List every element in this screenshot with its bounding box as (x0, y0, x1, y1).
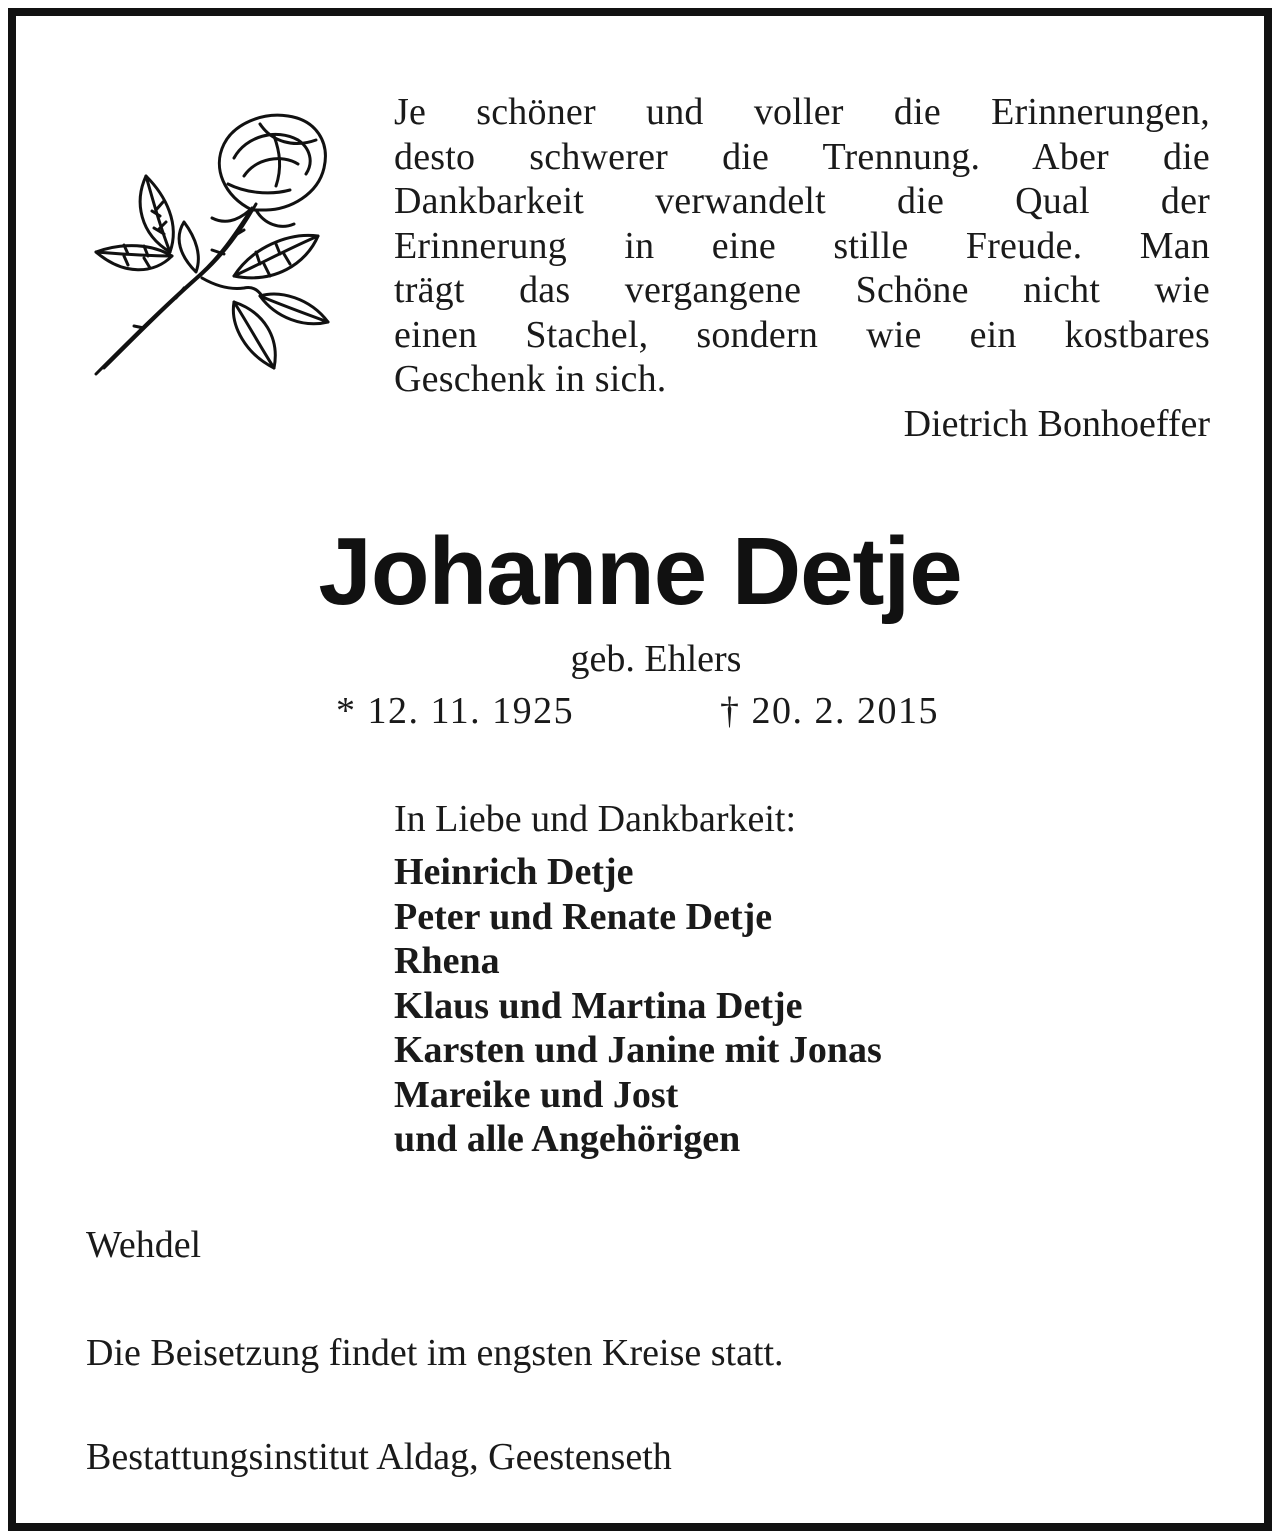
mourner-name: und alle Angehörigen (394, 1118, 741, 1160)
maiden-name: geb. Ehlers (570, 638, 742, 680)
quote-line: Geschenk in sich. (394, 358, 667, 400)
mourners-list (394, 850, 1234, 1162)
mourner-name: Peter und Renate Detje (394, 895, 773, 938)
quote-line: Je schöner und voller die Erinnerungen, (394, 91, 1210, 133)
mourner-name: Karsten und Janine mit Jonas (394, 1029, 882, 1071)
death-date: † 20. 2. 2015 (720, 690, 939, 732)
quote-line: Dankbarkeit verwandelt die Qual der (394, 180, 1210, 222)
obituary-notice (8, 8, 1272, 1531)
quote-line: Erinnerung in eine stille Freude. Man (394, 224, 1210, 267)
mourner-name: Heinrich Detje (394, 851, 634, 893)
deceased-name: Johanne Detje (318, 518, 962, 625)
funeral-note: Die Beisetzung findet im engsten Kreise statt. (86, 1332, 784, 1374)
quote-line: desto schwerer die Trennung. Aber die (394, 135, 1210, 178)
mourner-name: Klaus und Martina Detje (394, 984, 803, 1027)
quote-line: einen Stachel, sondern wie ein kostbares (394, 313, 1210, 356)
quote-author: Dietrich Bonhoeffer (903, 403, 1210, 445)
mourner-name: Rhena (394, 940, 500, 982)
undertaker-name: Bestattungsinstitut Aldag, Geestenseth (86, 1436, 672, 1478)
birth-date: * 12. 11. 1925 (336, 690, 575, 732)
rose-icon (84, 106, 334, 381)
quote-line: trägt das vergangene Schöne nicht wie (394, 269, 1210, 311)
mourner-name: Mareike und Jost (394, 1073, 679, 1116)
mourners-intro: In Liebe und Dankbarkeit: (394, 798, 797, 840)
place-name: Wehdel (86, 1224, 202, 1266)
bonhoeffer-quote (394, 90, 1210, 402)
